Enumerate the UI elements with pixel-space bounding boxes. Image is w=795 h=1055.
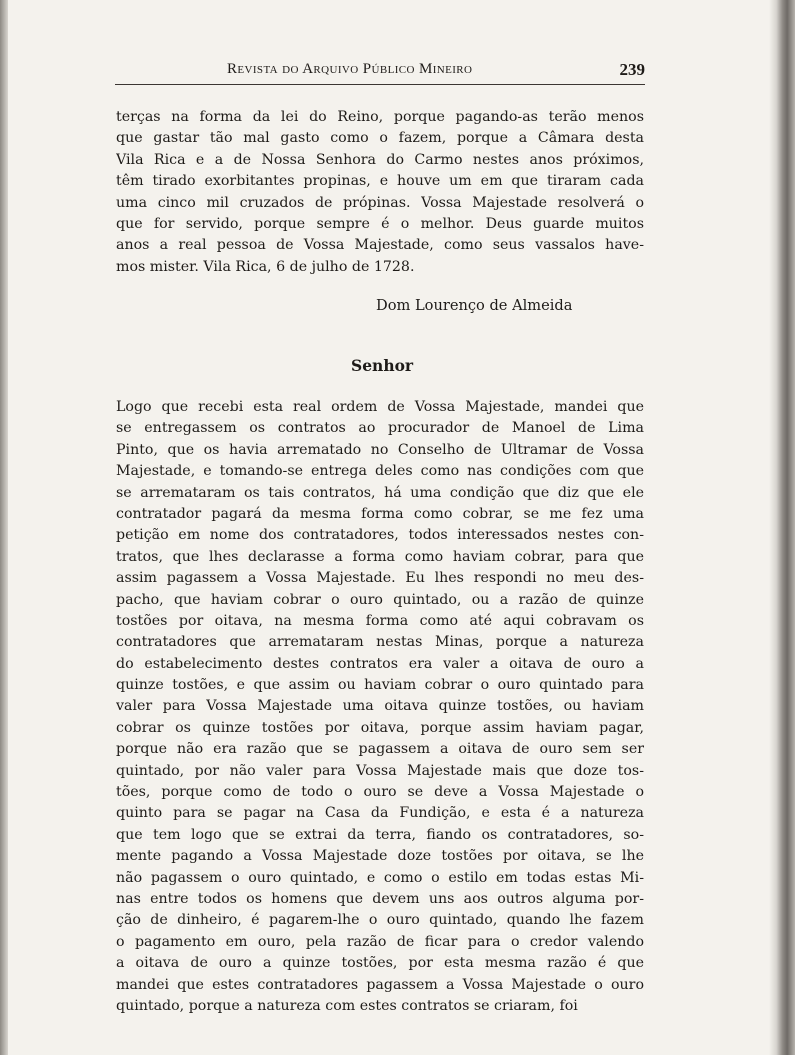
text-line: quinze tostões, e que assim ou haviam cobrar o ouro quintado para	[116, 677, 644, 694]
text-line: do estabelecimento destes contratos era valer a oitava de ouro a	[116, 655, 644, 672]
text-line: que for servido, porque sempre é o melhor. Deus guarde muitos	[116, 215, 644, 232]
text-line: quintado, por não valer para Vossa Majestade mais que doze tos-	[116, 762, 644, 779]
text-line: Majestade, e tomando-se entrega deles como nas condições com que	[116, 463, 644, 480]
text-line: se entregassem os contratos ao procurador de Manoel de Lima	[116, 420, 644, 437]
text-line: que tem logo que se extrai da terra, fiando os contratadores, so-	[116, 826, 644, 843]
text-line: cobrar os quinze tostões por oitava, porque assim haviam pagar,	[116, 719, 644, 736]
text-line: Vila Rica e a de Nossa Senhora do Carmo nestes anos próximos,	[116, 151, 644, 168]
signature: Dom Lourenço de Almeida	[376, 297, 573, 314]
text-line: mandei que estes contratadores pagassem a Vossa Majestade o ouro	[116, 976, 644, 993]
section-heading: Senhor	[351, 356, 414, 375]
text-line: mos mister. Vila Rica, 6 de julho de 1728.	[116, 258, 415, 275]
letter-closing-paragraph	[116, 107, 644, 278]
text-line: tostões por oitava, na mesma forma como até aqui cobravam os	[116, 612, 644, 629]
text-line: pacho, que haviam cobrar o ouro quintado, ou a razão de quinze	[116, 591, 644, 608]
text-line: a oitava de ouro a quinze tostões, por esta mesma razão é que	[116, 955, 644, 972]
header-rule	[115, 84, 645, 85]
text-line: mente pagando a Vossa Majestade doze tostões por oitava, se lhe	[116, 848, 644, 865]
text-line: quintado, porque a natureza com estes contratos se criaram, foi	[116, 997, 578, 1014]
running-title: Revista do Arquivo Público Mineiro	[227, 61, 473, 77]
text-line: tões, porque como de todo o ouro se deve a Vossa Majestade o	[116, 784, 644, 801]
page-number: 239	[619, 60, 645, 79]
text-line: Logo que recebi esta real ordem de Vossa Majestade, mandei que	[116, 399, 644, 415]
text-line: que gastar tão mal gasto como o fazem, porque a Câmara desta	[116, 130, 644, 147]
book-spine-shadow	[769, 0, 795, 1055]
letter-body-paragraph	[116, 397, 644, 1017]
text-line: petição em nome dos contratadores, todos interessados nestes con-	[116, 527, 644, 544]
text-line: tratos, que lhes declarasse a forma como haviam cobrar, para que	[116, 548, 644, 565]
text-line: terças na forma da lei do Reino, porque pagando-as terão menos	[116, 109, 644, 125]
text-line: contratador pagará da mesma forma como cobrar, se me fez uma	[116, 505, 644, 522]
text-line: anos a real pessoa de Vossa Majestade, como seus vassalos have-	[116, 237, 644, 254]
text-line: quinto para se pagar na Casa da Fundição, e esta é a natureza	[116, 805, 644, 822]
text-line: nas entre todos os homens que devem uns aos outros alguma por-	[116, 890, 644, 907]
text-line: contratadores que arremataram nestas Minas, porque a natureza	[116, 634, 644, 651]
text-line: porque não era razão que se pagassem a oitava de ouro sem ser	[116, 741, 644, 758]
text-line: o pagamento em ouro, pela razão de ficar para o credor valendo	[116, 933, 644, 950]
page-left-shadow	[0, 0, 8, 1055]
text-line: Pinto, que os havia arrematado no Conselho de Ultramar de Vossa	[116, 441, 644, 458]
text-line: não pagassem o ouro quintado, e como o estilo em todas estas Mi-	[116, 869, 644, 886]
page-header	[115, 58, 645, 86]
text-line: se arremataram os tais contratos, há uma condição que diz que ele	[116, 484, 644, 501]
text-line: têm tirado exorbitantes propinas, e houve um em que tiraram cada	[116, 173, 644, 190]
text-line: uma cinco mil cruzados de própinas. Vossa Majestade resolverá o	[116, 194, 644, 211]
text-line: valer para Vossa Majestade uma oitava quinze tostões, ou haviam	[116, 698, 644, 715]
text-line: assim pagassem a Vossa Majestade. Eu lhes respondi no meu des-	[116, 570, 644, 587]
text-line: ção de dinheiro, é pagarem-lhe o ouro quintado, quando lhe fazem	[116, 912, 644, 929]
